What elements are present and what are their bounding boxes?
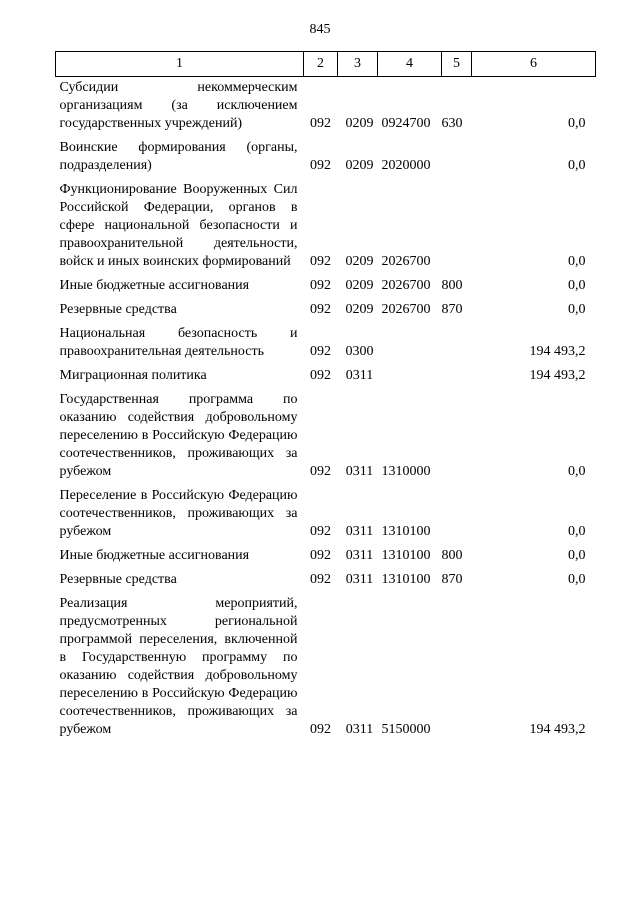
- row-name: Миграционная политика: [59, 368, 207, 383]
- row-razdel: 0311: [345, 524, 374, 539]
- row-vedom: 092: [310, 278, 331, 293]
- row-csr: 1310100: [381, 524, 431, 539]
- table-row: [56, 77, 596, 138]
- row-name: Государственная программа по оказанию содействия добровольному переселению в Российскую Федерацию соотечественников, проживающих за рубежом: [59, 392, 298, 479]
- row-razdel: 0209: [345, 278, 374, 293]
- row-sum: 194 493,2: [529, 344, 586, 359]
- row-name: Реализация мероприятий, предусмотренных региональной программой переселения, включенной в Государственную программу по оказанию содействия добровольному переселению в Российскую Федерацию соотечественников, проживающих за рубежом: [59, 596, 298, 737]
- row-razdel: 0209: [345, 254, 374, 269]
- row-vr: 630: [441, 116, 463, 131]
- row-razdel: 0209: [345, 158, 374, 173]
- header-col-3: 3: [338, 52, 378, 77]
- row-razdel: 0209: [345, 302, 374, 317]
- row-vr: [442, 365, 472, 389]
- table-row: [56, 593, 596, 743]
- table-header-row: [56, 52, 596, 77]
- row-name: Субсидии некоммерческим организациям (за исключением государственных учреждений): [59, 80, 298, 131]
- table-row: [56, 275, 596, 299]
- row-name: Функционирование Вооруженных Сил Российской Федерации, органов в сфере национальной безопасности и правоохранительной деятельности, войск и иных воинских формирований: [59, 182, 298, 269]
- row-vedom: 092: [310, 254, 331, 269]
- header-col-4: 4: [378, 52, 442, 77]
- row-vedom: 092: [310, 464, 331, 479]
- budget-table: [55, 51, 596, 743]
- table-row: [56, 137, 596, 179]
- row-name: Резервные средства: [59, 302, 177, 317]
- row-razdel: 0311: [345, 722, 374, 737]
- row-csr: 2026700: [381, 278, 431, 293]
- header-col-1: 1: [56, 52, 304, 77]
- table-row: [56, 299, 596, 323]
- header-col-6: 6: [472, 52, 596, 77]
- row-vedom: 092: [310, 116, 331, 131]
- row-razdel: 0209: [345, 116, 374, 131]
- row-vedom: 092: [310, 722, 331, 737]
- row-sum: 0,0: [568, 548, 586, 563]
- row-csr: 5150000: [381, 722, 431, 737]
- row-vedom: 092: [310, 572, 331, 587]
- row-name: Воинские формирования (органы, подразделения): [59, 140, 298, 173]
- row-vr: [442, 137, 472, 179]
- row-razdel: 0311: [345, 572, 374, 587]
- row-razdel: 0311: [345, 464, 374, 479]
- row-sum: 194 493,2: [529, 722, 586, 737]
- row-name: Национальная безопасность и правоохранительная деятельность: [59, 326, 298, 359]
- row-csr: 1310100: [381, 548, 431, 563]
- row-vedom: 092: [310, 158, 331, 173]
- row-vr: 800: [441, 548, 463, 563]
- row-vr: [442, 389, 472, 485]
- row-vedom: 092: [310, 344, 331, 359]
- row-csr: 1310100: [381, 572, 431, 587]
- row-csr: [378, 323, 442, 365]
- row-name: Иные бюджетные ассигнования: [59, 278, 250, 293]
- row-vr: 870: [441, 302, 463, 317]
- row-sum: 0,0: [568, 464, 586, 479]
- row-sum: 0,0: [568, 116, 586, 131]
- row-vedom: 092: [310, 548, 331, 563]
- row-razdel: 0311: [345, 368, 374, 383]
- header-col-2: 2: [304, 52, 338, 77]
- row-csr: 0924700: [381, 116, 431, 131]
- row-sum: 194 493,2: [529, 368, 586, 383]
- row-sum: 0,0: [568, 278, 586, 293]
- row-name: Резервные средства: [59, 572, 177, 587]
- table-row: [56, 545, 596, 569]
- row-name: Переселение в Российскую Федерацию соотечественников, проживающих за рубежом: [59, 488, 298, 539]
- row-vr: [442, 323, 472, 365]
- row-vr: [442, 593, 472, 743]
- row-csr: 1310000: [381, 464, 431, 479]
- row-csr: 2020000: [381, 158, 431, 173]
- table-row: [56, 323, 596, 365]
- row-vr: [442, 485, 472, 545]
- row-csr: 2026700: [381, 254, 431, 269]
- row-csr: 2026700: [381, 302, 431, 317]
- table-row: [56, 179, 596, 275]
- header-col-5: 5: [442, 52, 472, 77]
- row-razdel: 0300: [345, 344, 374, 359]
- row-sum: 0,0: [568, 524, 586, 539]
- row-razdel: 0311: [345, 548, 374, 563]
- row-sum: 0,0: [568, 572, 586, 587]
- row-name: Иные бюджетные ассигнования: [59, 548, 250, 563]
- row-vedom: 092: [310, 524, 331, 539]
- row-sum: 0,0: [568, 158, 586, 173]
- page-number: 845: [309, 22, 331, 37]
- row-csr: [378, 365, 442, 389]
- row-vr: 800: [441, 278, 463, 293]
- row-vedom: 092: [310, 368, 331, 383]
- table-row: [56, 485, 596, 545]
- row-vr: 870: [441, 572, 463, 587]
- table-row: [56, 365, 596, 389]
- row-vedom: 092: [310, 302, 331, 317]
- row-vr: [442, 179, 472, 275]
- table-row: [56, 389, 596, 485]
- row-sum: 0,0: [568, 254, 586, 269]
- table-row: [56, 569, 596, 593]
- row-sum: 0,0: [568, 302, 586, 317]
